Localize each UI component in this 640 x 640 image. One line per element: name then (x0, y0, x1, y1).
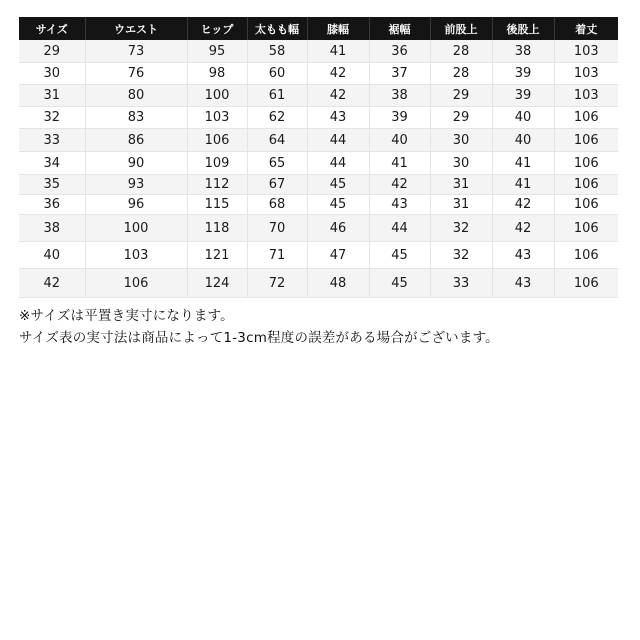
table-cell: 106 (554, 269, 618, 298)
table-cell: 41 (369, 152, 430, 175)
header-knee-width: 膝幅 (307, 17, 369, 40)
table-cell: 38 (369, 85, 430, 107)
table-row (19, 85, 618, 107)
table-cell: 70 (247, 215, 307, 242)
table-cell: 72 (247, 269, 307, 298)
note-flat-measurement: ※サイズは平置き実寸になります。 (19, 308, 234, 324)
table-cell: 42 (19, 269, 85, 298)
table-cell: 28 (430, 40, 492, 63)
table-cell: 76 (85, 63, 187, 85)
table-cell: 43 (492, 242, 554, 269)
table-cell: 109 (187, 152, 247, 175)
table-cell: 39 (369, 107, 430, 129)
table-cell: 106 (187, 129, 247, 152)
table-cell: 103 (554, 63, 618, 85)
table-cell: 100 (187, 85, 247, 107)
table-cell: 68 (247, 195, 307, 215)
table-cell: 45 (307, 195, 369, 215)
table-cell: 42 (369, 175, 430, 195)
table-cell: 86 (85, 129, 187, 152)
table-cell: 44 (369, 215, 430, 242)
table-cell: 42 (307, 63, 369, 85)
table-cell: 45 (369, 269, 430, 298)
table-row (19, 175, 618, 195)
table-row (19, 63, 618, 85)
table-cell: 38 (19, 215, 85, 242)
table-cell: 98 (187, 63, 247, 85)
header-front-rise: 前股上 (430, 17, 492, 40)
table-cell: 42 (492, 215, 554, 242)
table-cell: 32 (430, 215, 492, 242)
table-cell: 43 (492, 269, 554, 298)
header-thigh-width: 太もも幅 (247, 17, 307, 40)
table-cell: 64 (247, 129, 307, 152)
table-cell: 32 (19, 107, 85, 129)
table-cell: 44 (307, 152, 369, 175)
table-cell: 96 (85, 195, 187, 215)
table-cell: 45 (369, 242, 430, 269)
table-cell: 106 (554, 152, 618, 175)
table-cell: 47 (307, 242, 369, 269)
table-cell: 62 (247, 107, 307, 129)
table-cell: 106 (554, 129, 618, 152)
table-cell: 61 (247, 85, 307, 107)
table-cell: 106 (554, 242, 618, 269)
table-cell: 40 (492, 107, 554, 129)
table-cell: 30 (19, 63, 85, 85)
table-cell: 41 (307, 40, 369, 63)
table-cell: 37 (369, 63, 430, 85)
header-hem-width: 裾幅 (369, 17, 430, 40)
table-cell: 36 (19, 195, 85, 215)
table-cell: 40 (369, 129, 430, 152)
table-cell: 40 (492, 129, 554, 152)
table-row (19, 269, 618, 298)
table-cell: 39 (492, 85, 554, 107)
table-header-row (19, 17, 618, 40)
table-cell: 103 (187, 107, 247, 129)
table-cell: 71 (247, 242, 307, 269)
table-cell: 106 (554, 107, 618, 129)
table-cell: 30 (430, 129, 492, 152)
table-cell: 30 (430, 152, 492, 175)
table-cell: 46 (307, 215, 369, 242)
table-cell: 29 (19, 40, 85, 63)
table-row (19, 195, 618, 215)
table-cell: 41 (492, 175, 554, 195)
table-cell: 36 (369, 40, 430, 63)
header-back-rise: 後股上 (492, 17, 554, 40)
table-body (19, 40, 618, 298)
table-cell: 115 (187, 195, 247, 215)
table-cell: 106 (554, 175, 618, 195)
table-cell: 45 (307, 175, 369, 195)
table-cell: 103 (85, 242, 187, 269)
table-cell: 39 (492, 63, 554, 85)
table-cell: 43 (307, 107, 369, 129)
table-cell: 106 (554, 215, 618, 242)
table-cell: 28 (430, 63, 492, 85)
table-cell: 29 (430, 85, 492, 107)
table-cell: 112 (187, 175, 247, 195)
size-notes (19, 305, 634, 349)
table-cell: 95 (187, 40, 247, 63)
table-cell: 42 (307, 85, 369, 107)
table-row (19, 107, 618, 129)
table-cell: 38 (492, 40, 554, 63)
table-cell: 43 (369, 195, 430, 215)
header-waist: ウエスト (85, 17, 187, 40)
table-cell: 31 (430, 175, 492, 195)
table-cell: 65 (247, 152, 307, 175)
table-cell: 34 (19, 152, 85, 175)
table-row (19, 215, 618, 242)
table-cell: 67 (247, 175, 307, 195)
table-row (19, 152, 618, 175)
table-cell: 121 (187, 242, 247, 269)
table-cell: 33 (19, 129, 85, 152)
table-cell: 60 (247, 63, 307, 85)
table-cell: 118 (187, 215, 247, 242)
table-cell: 41 (492, 152, 554, 175)
table-cell: 83 (85, 107, 187, 129)
table-cell: 103 (554, 40, 618, 63)
table-row (19, 129, 618, 152)
table-cell: 100 (85, 215, 187, 242)
table-cell: 124 (187, 269, 247, 298)
header-hip: ヒップ (187, 17, 247, 40)
table-cell: 29 (430, 107, 492, 129)
table-cell: 31 (19, 85, 85, 107)
size-table (19, 17, 618, 298)
table-cell: 35 (19, 175, 85, 195)
table-cell: 58 (247, 40, 307, 63)
table-cell: 44 (307, 129, 369, 152)
table-cell: 103 (554, 85, 618, 107)
table-cell: 40 (19, 242, 85, 269)
table-cell: 42 (492, 195, 554, 215)
table-cell: 73 (85, 40, 187, 63)
note-measurement-tolerance: サイズ表の実寸法は商品によって1-3cm程度の誤差がある場合がございます。 (19, 330, 499, 346)
table-cell: 31 (430, 195, 492, 215)
header-length: 着丈 (554, 17, 618, 40)
table-cell: 106 (554, 195, 618, 215)
table-cell: 80 (85, 85, 187, 107)
table-cell: 32 (430, 242, 492, 269)
table-cell: 90 (85, 152, 187, 175)
table-cell: 48 (307, 269, 369, 298)
table-row (19, 242, 618, 269)
table-cell: 33 (430, 269, 492, 298)
header-size: サイズ (19, 17, 85, 40)
table-cell: 106 (85, 269, 187, 298)
table-row (19, 40, 618, 63)
table-cell: 93 (85, 175, 187, 195)
